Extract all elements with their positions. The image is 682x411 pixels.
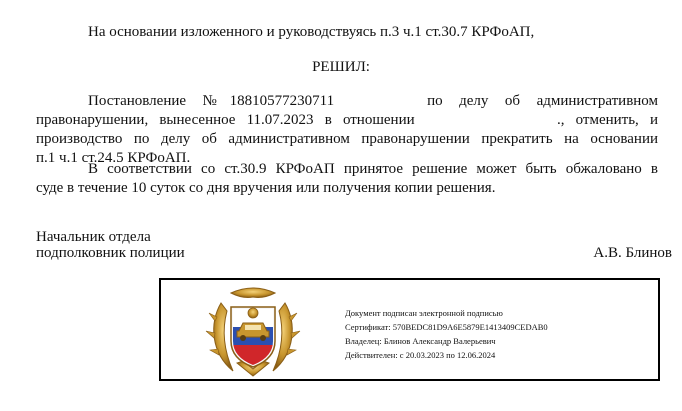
- electronic-signature-stamp: [159, 278, 660, 381]
- signature-details: [345, 306, 548, 362]
- intro-line: На основании изложенного и руководствуясь п.3 ч.1 ст.30.7 КРФоАП,: [88, 24, 535, 40]
- owner-line: Владелец: Блинов Александр Валерьевич: [345, 336, 496, 346]
- redacted-area: [351, 92, 411, 110]
- decision-line-1: [36, 92, 658, 111]
- decision-paragraph: [36, 92, 658, 168]
- appeal-line-1: В соответствии со ст.30.9 КРФоАП принятое решение может быть обжаловано в: [88, 161, 658, 177]
- redacted-area: [426, 111, 546, 129]
- decision-heading: РЕШИЛ:: [312, 59, 370, 75]
- signer-rank: подполковник полиции: [36, 245, 185, 261]
- decision-line-2: [36, 111, 658, 130]
- text-segment: ., отменить, и: [556, 112, 658, 128]
- certificate-line: Сертификат: 570BEDC81D9A6E5879E1413409CEDAB0: [345, 322, 548, 332]
- signature-line: Документ подписан электронной подписью: [345, 308, 503, 318]
- signer-name: А.В. Блинов: [593, 245, 672, 261]
- text-segment: №18810577230711: [202, 93, 335, 109]
- signer-position: Начальник отдела: [36, 229, 151, 245]
- text-segment: Постановление: [88, 93, 187, 109]
- traffic-police-emblem-icon: [203, 283, 303, 379]
- validity-line: Действителен: с 20.03.2023 по 12.06.2024: [345, 350, 496, 360]
- appeal-line-2: суде в течение 10 суток со дня вручения или получения копии решения.: [36, 180, 496, 196]
- text-segment: правонарушении, вынесенное 11.07.2023 в отношении: [36, 112, 415, 128]
- decision-line-4: п.1 ч.1 ст.24.5 КРФоАП.: [36, 150, 191, 166]
- appeal-paragraph: [36, 160, 658, 198]
- decision-line-3: производство по делу об административном правонарушении прекратить на основании: [36, 131, 658, 147]
- text-segment: по делу об административном: [427, 93, 659, 109]
